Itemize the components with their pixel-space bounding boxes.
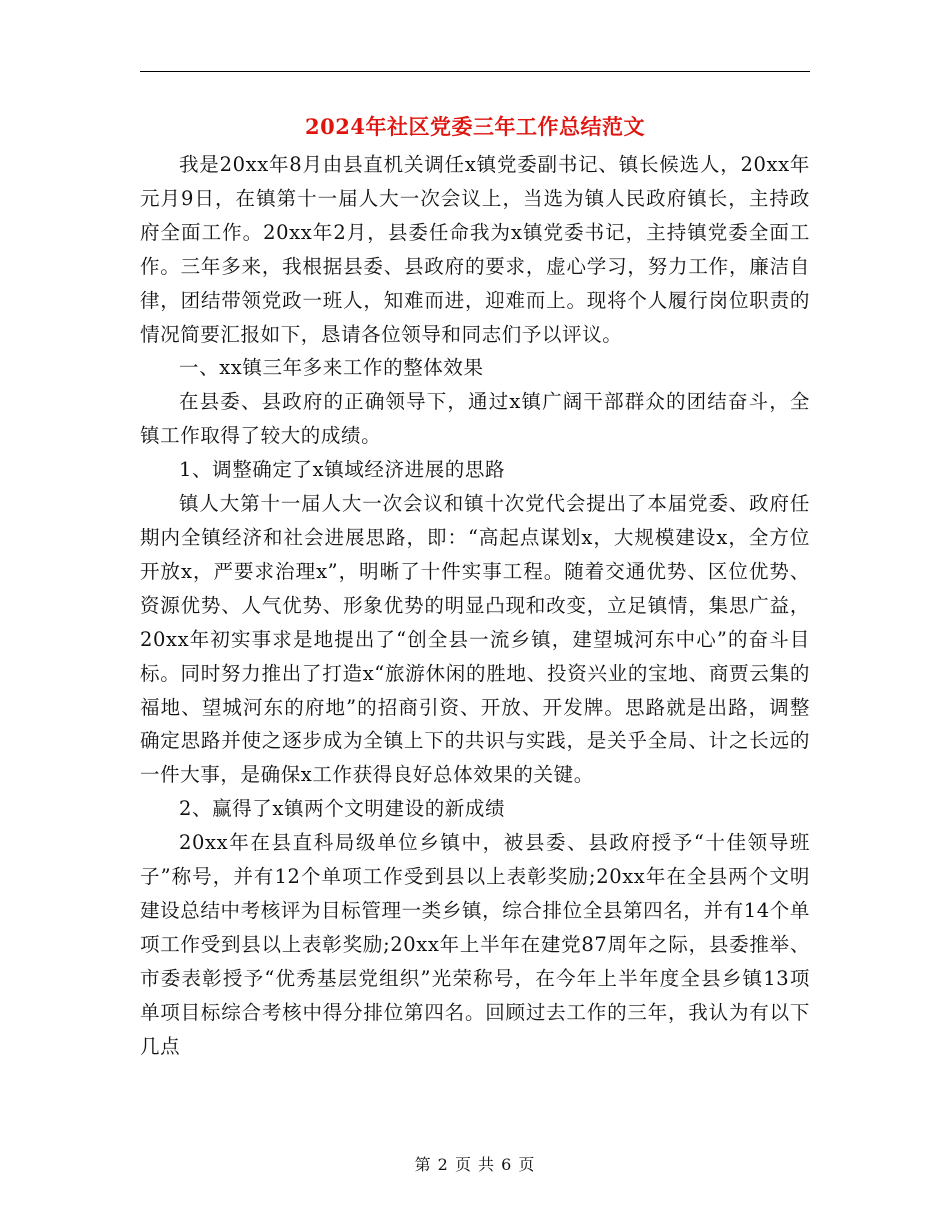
paragraph-overview: 在县委、县政府的正确领导下，通过x镇广阔干部群众的团结奋斗，全镇工作取得了较大的成绩。 [140, 390, 810, 448]
subheading-2: 2、赢得了x镇两个文明建设的新成绩 [179, 797, 506, 821]
document-body [140, 148, 810, 1063]
paragraph-strategy: 镇人大第十一届人大一次会议和镇十次党代会提出了本届党委、政府任期内全镇经济和社会进展思路，即：“高起点谋划x，大规模建设x，全方位开放x，严要求治理x”，明晰了十件实事工程。随着交通优势、区位优势、资源优势、人气优势、形象优势的明显凸现和改变，立足镇情，集思广益，20xx年初实事求是地提出了“创全县一流乡镇，建望城河东中心”的奋斗目标。同时努力推出了打造x“旅游休闲的胜地、投资兴业的宝地、商贾云集的福地、望城河东的府地”的招商引资、开放、开发牌。思路就是出路，调整确定思路并使之逐步成为全镇上下的共识与实践，是关乎全局、计之长远的一件大事，是确保x工作获得良好总体效果的关键。 [140, 492, 810, 787]
paragraph-intro: 我是20xx年8月由县直机关调任x镇党委副书记、镇长候选人，20xx年元月9日，在镇第十一届人大一次会议上，当选为镇人民政府镇长，主持政府全面工作。20xx年2月，县委任命我为x镇党委书记，主持镇党委全面工作。三年多来，我根据县委、县政府的要求，虚心学习，努力工作，廉洁自律，团结带领党政一班人，知难而进，迎难而上。现将个人履行岗位职责的情况简要汇报如下，恳请各位领导和同志们予以评议。 [140, 153, 810, 346]
subheading-1: 1、调整确定了x镇域经济进展的思路 [179, 458, 506, 482]
document-title: 2024年社区党委三年工作总结范文 [305, 114, 645, 139]
section-heading-1: 一、xx镇三年多来工作的整体效果 [179, 356, 484, 380]
header-rule [140, 71, 810, 72]
paragraph-achievements: 20xx年在县直科局级单位乡镇中，被县委、县政府授予“十佳领导班子”称号，并有12个单项工作受到县以上表彰奖励;20xx年在全县两个文明建设总结中考核评为目标管理一类乡镇，综合排位全县第四名，并有14个单项工作受到县以上表彰奖励;20xx年上半年在建党87周年之际，县委推举、市委表彰授予“优秀基层党组织”光荣称号，在今年上半年度全县乡镇13项单项目标综合考核中得分排位第四名。回顾过去工作的三年，我认为有以下几点 [140, 831, 810, 1058]
page-number: 第 2 页 共 6 页 [414, 1155, 536, 1174]
